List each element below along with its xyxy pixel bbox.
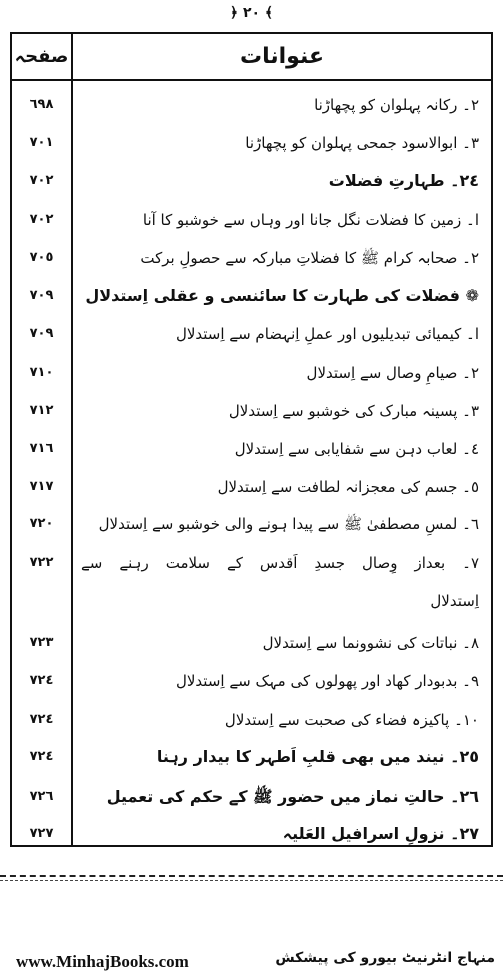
entry-title: ٢٦۔ حالتِ نماز میں حضور ﷺ کے حکم کی تعمیل bbox=[106, 787, 479, 806]
toc-header bbox=[12, 34, 491, 81]
entry-title: ١٠۔ پاکیزہ فضاء کی صحبت سے اِستدلال bbox=[224, 711, 479, 729]
table-of-contents bbox=[10, 32, 493, 847]
entry-page-number: ٧٢٤ bbox=[29, 712, 54, 727]
entry-page-number: ٧٠٢ bbox=[29, 212, 54, 227]
entry-page-number: ٦٩٨ bbox=[29, 97, 54, 112]
entry-page-number: ٧٢٦ bbox=[29, 789, 54, 804]
page-column-header: صفحہ bbox=[14, 46, 69, 67]
footer-divider bbox=[0, 875, 503, 891]
entry-title: ٨۔ نباتات کی نشوونما سے اِستدلال bbox=[262, 634, 479, 652]
entry-title: ٦۔ لمسِ مصطفیٰ ﷺ سے پیدا ہونے والی خوشبو سے اِستدلال bbox=[98, 515, 479, 533]
entry-page-number: ٧٠٩ bbox=[29, 288, 54, 303]
page-number: ﴿ ٢٠ ﴾ bbox=[229, 5, 274, 21]
footer-divider-inner bbox=[0, 880, 503, 883]
entry-title: ٢٥۔ نیند میں بھی قلبِ اَطہر کا بیدار رہنا bbox=[156, 747, 479, 766]
footer-publisher: منہاج انٹرنیٹ بیورو کی پیشکش bbox=[275, 950, 495, 966]
title-column-header: عنوانات bbox=[240, 44, 324, 69]
entry-title: ٢۔ صحابہ کرام ﷺ کا فضلاتِ مبارکہ سے حصولِ برکت bbox=[140, 249, 479, 267]
footer-url[interactable]: www.MinhajBooks.com bbox=[16, 952, 189, 971]
entry-title: ٣۔ پسینہ مبارک کی خوشبو سے اِستدلال bbox=[228, 402, 479, 420]
entry-title: ٢٤۔ طہارتِ فضلات bbox=[328, 171, 479, 190]
entry-title: ٢٧۔ نزولِ اسرافیل العَلیہ bbox=[282, 824, 479, 843]
entry-title: ا۔ کیمیائی تبدیلیوں اور عملِ اِنہضام سے اِستدلال bbox=[175, 325, 479, 343]
entry-page-number: ٧١٦ bbox=[29, 441, 54, 456]
entry-page-number: ٧٠١ bbox=[29, 135, 54, 150]
toc-rows bbox=[12, 81, 491, 845]
entry-page-number: ٧٢٠ bbox=[29, 516, 54, 531]
entry-title: ٤۔ لعاب دہن سے شفایابی سے اِستدلال bbox=[234, 440, 479, 458]
entry-page-number: ٧٠٩ bbox=[29, 326, 54, 341]
entry-page-number: ٧٠٢ bbox=[29, 173, 54, 188]
entry-page-number: ٧١٢ bbox=[29, 403, 54, 418]
entry-page-number: ٧٢٤ bbox=[29, 673, 54, 688]
entry-page-number: ٧٠٥ bbox=[29, 250, 54, 265]
entry-title: ٥۔ جسم کی معجزانہ لطافت سے اِستدلال bbox=[217, 478, 479, 496]
entry-page-number: ٧١٧ bbox=[29, 479, 54, 494]
entry-page-number: ٧٢٧ bbox=[29, 826, 54, 841]
entry-page-number: ٧١٠ bbox=[29, 365, 54, 380]
entry-title: ٧۔ بعداز وِصال جسدِ اَقدس کے سلامت رہنے سے bbox=[81, 554, 479, 572]
entry-page-number: ٧٢٣ bbox=[29, 635, 54, 650]
entry-title: ٢۔ صیامِ وصال سے اِستدلال bbox=[306, 364, 479, 382]
entry-title: ا۔ زمین کا فضلات نگل جانا اور وہاں سے خوشبو کا آنا bbox=[142, 211, 479, 229]
entry-page-number: ٧٢٤ bbox=[29, 749, 54, 764]
entry-title: ٢۔ رکانہ پہلوان کو پچھاڑنا bbox=[314, 96, 479, 114]
entry-title: ❁ فضلات کی طہارت کا سائنسی و عقلی اِستدلال bbox=[85, 286, 479, 305]
entry-title: ٩۔ بدبودار کھاد اور پھولوں کی مہک سے اِستدلال bbox=[175, 672, 479, 690]
entry-title: ٣۔ ابوالاسود جمحی پہلوان کو پچھاڑنا bbox=[245, 134, 479, 152]
entry-page-number: ٧٢٢ bbox=[29, 555, 54, 570]
entry-title-continued: اِستدلال bbox=[430, 592, 479, 610]
